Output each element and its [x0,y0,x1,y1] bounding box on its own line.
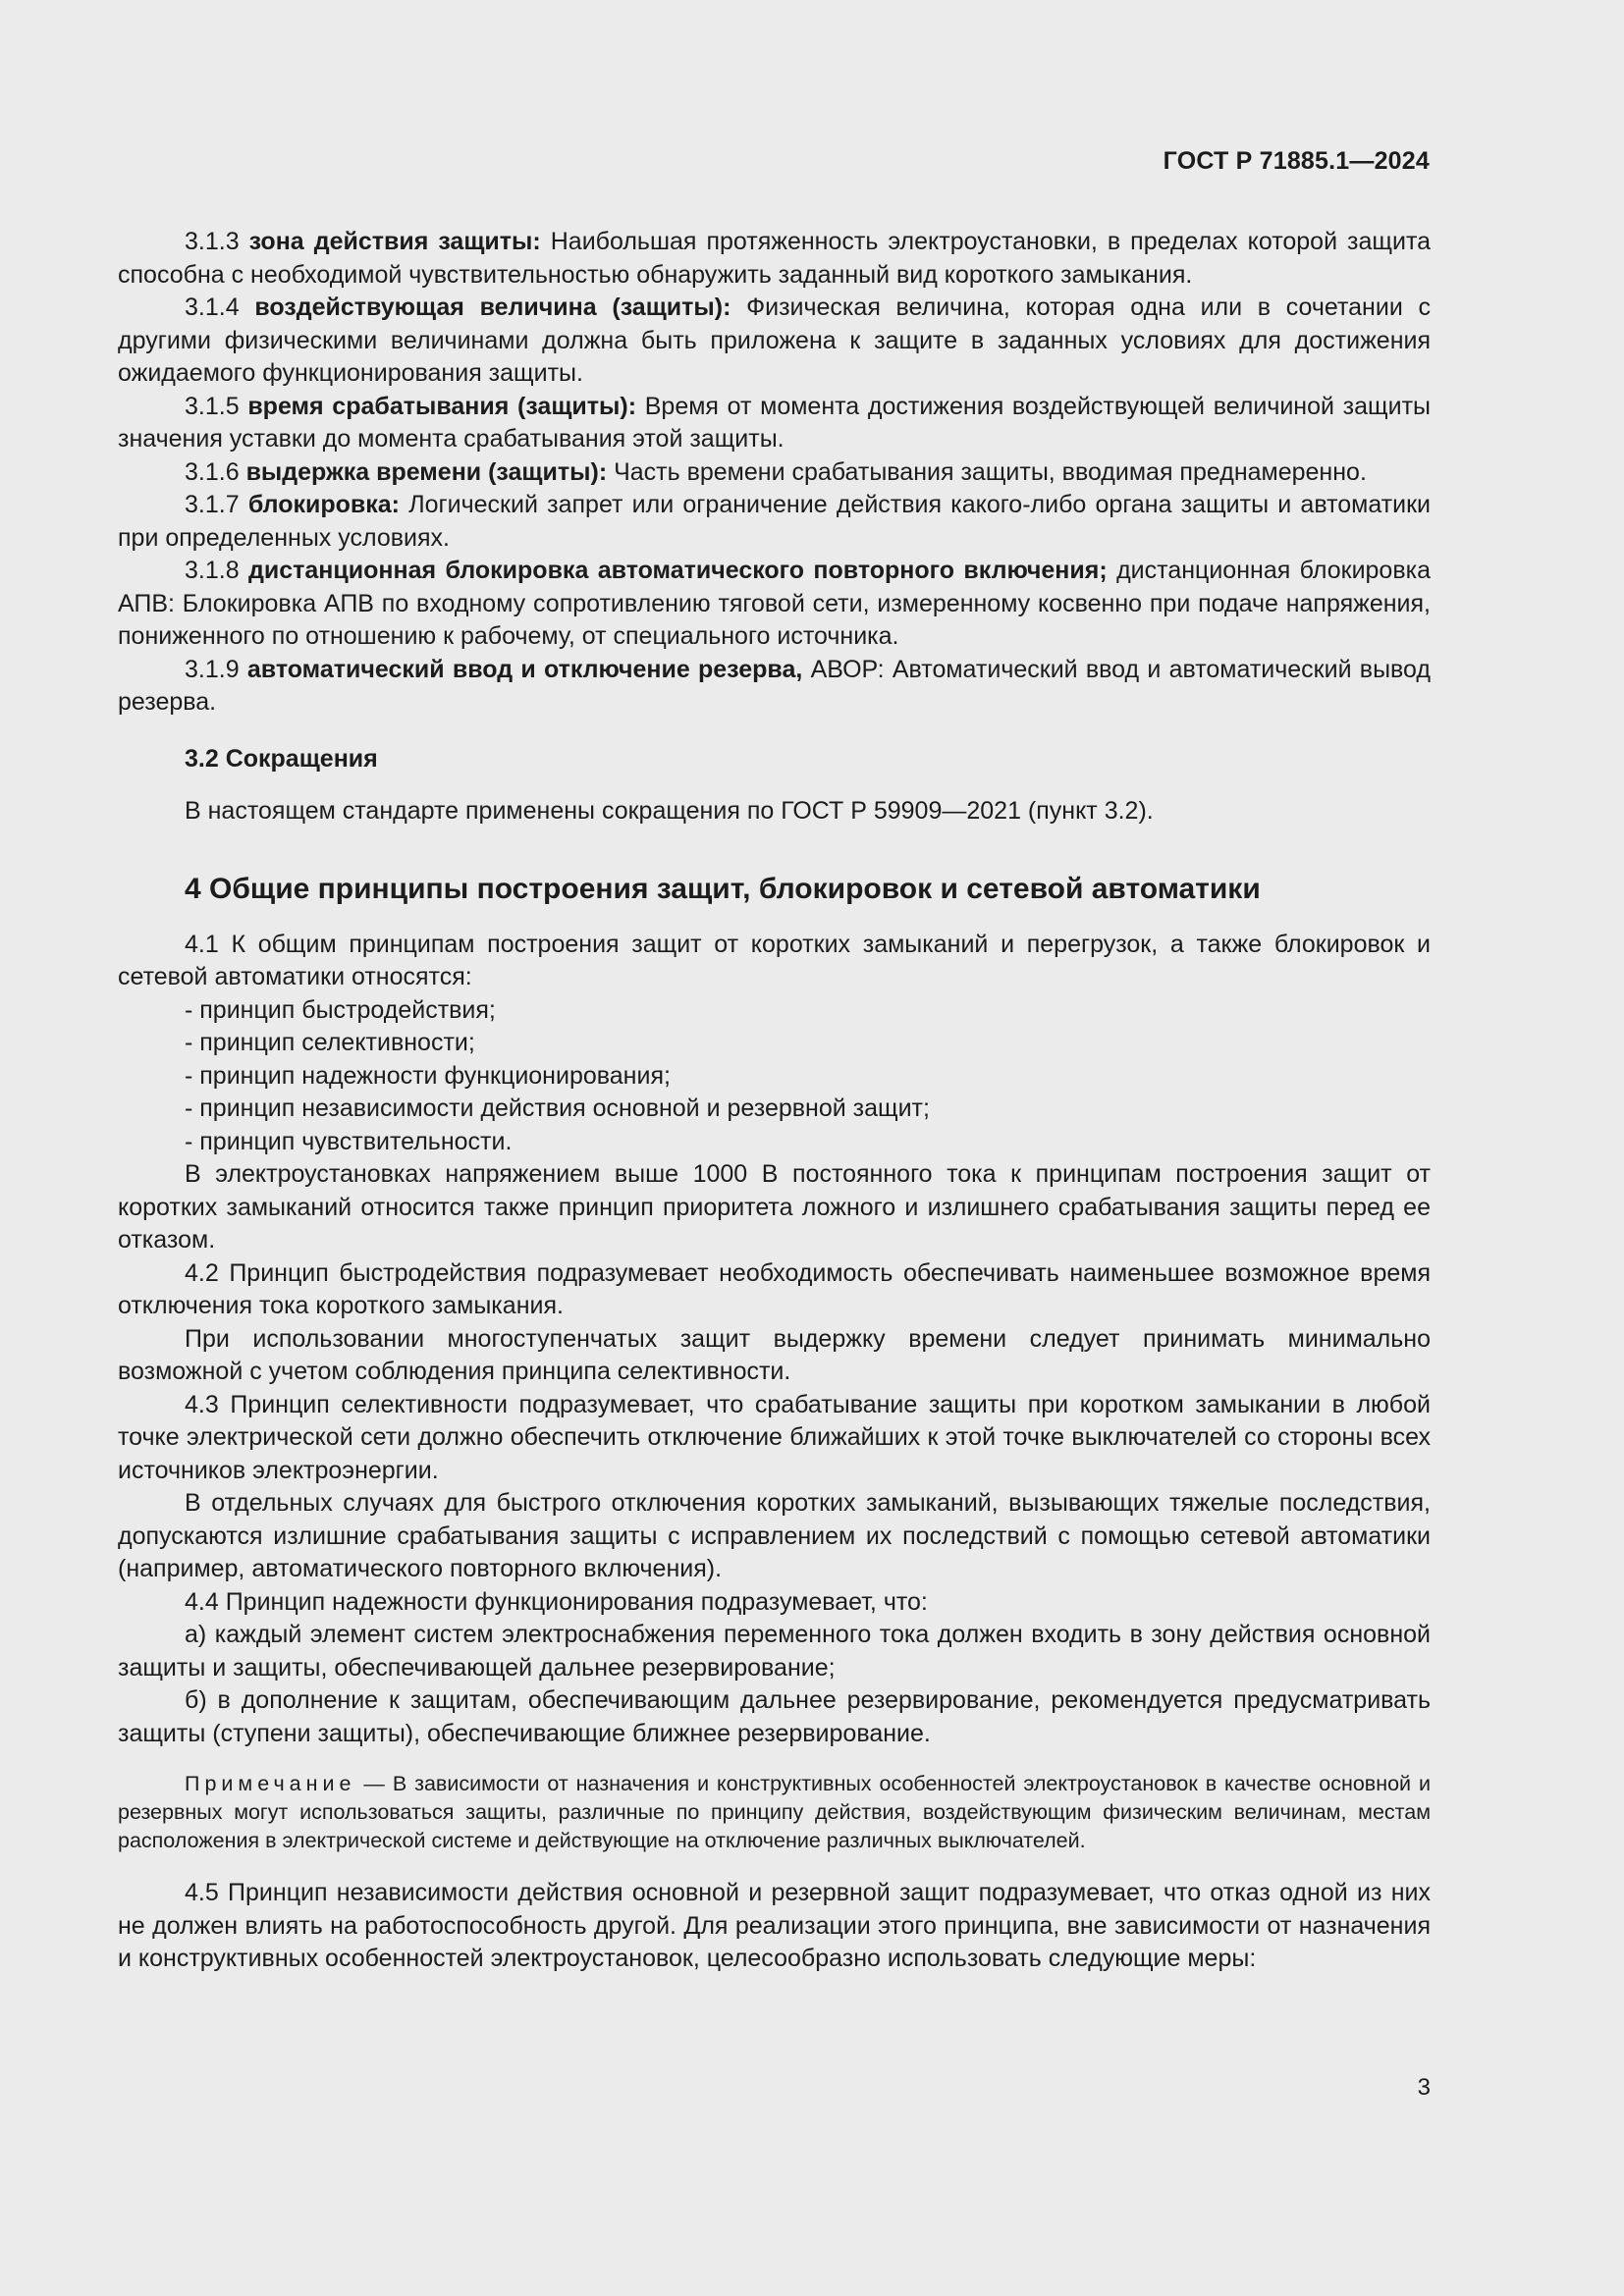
term-3-1-5: 3.1.5 время срабатывания (защиты): Время от момента достижения воздействующей величиной защиты значения уставки до момента срабатывания этой защиты. [118,392,1431,453]
paragraph-4-3-exceptions: В отдельных случаях для быстрого отключения коротких замыканий, вызывающих тяжелые последствия, допускаются излишние срабатывания защиты с исправлением их последствий с помощью сетевой автоматики (например, автоматического повторного включения). [118,1489,1431,1582]
term-3-1-4: 3.1.4 воздействующая величина (защиты): Физическая величина, которая одна или в сочетании с другими физическими величинами должна быть приложена к защите в заданных условиях для достижения ожидаемого функционирования защиты. [118,294,1431,387]
section-4-heading: 4 Общие принципы построения защит, блокировок и сетевой автоматики [185,872,1261,905]
document-header: ГОСТ Р 71885.1—2024 [1163,147,1430,175]
note [118,1770,1431,1855]
term-3-1-8: 3.1.8 дистанционная блокировка автоматического повторного включения; дистанционная блокировка АПВ: Блокировка АПВ по входному сопротивлению тяговой сети, измеренному косвенно при подаче напряжения, пониженного по отношению к рабочему, от специального источника. [118,557,1432,650]
paragraph-4-2-multistage: При использовании многоступенчатых защит выдержку времени следует принимать минимально возможной с учетом соблюдения принципа селективности. [118,1324,1431,1385]
list-item: - принцип чувствительности. [185,1127,513,1155]
document-body [118,226,1431,1976]
list-item: - принцип быстродействия; [185,995,496,1024]
paragraph-4-2: 4.2 Принцип быстродействия подразумевает необходимость обеспечивать наименьшее возможное время отключения тока короткого замыкания. [118,1258,1431,1319]
paragraph-4-3: 4.3 Принцип селективности подразумевает, что срабатывание защиты при коротком замыкании в любой точке электрической сети должно обеспечить отключение ближайших к этой точке выключателей со стороны всех источников электроэнергии. [118,1390,1431,1484]
principles-list [118,994,1431,1159]
term-3-1-9: 3.1.9 автоматический ввод и отключение резерва, АВОР: Автоматический ввод и автоматический вывод резерва. [118,655,1431,716]
note-label: Примечание [185,1772,356,1795]
section-3-2-text: В настоящем стандарте применены сокращения по ГОСТ Р 59909—2021 (пункт 3.2). [185,797,1154,825]
paragraph-4-4-b: б) в дополнение к защитам, обеспечивающим дальнее резервирование, рекомендуется предусматривать защиты (ступени защиты), обеспечивающие ближнее резервирование. [118,1686,1431,1747]
paragraph-4-4: 4.4 Принцип надежности функционирования подразумевает, что: [185,1587,928,1616]
paragraph-4-1: 4.1 К общим принципам построения защит от коротких замыканий и перегрузок, а также блокировок и сетевой автоматики относятся: [118,930,1431,990]
paragraph-4-4-a: а) каждый элемент систем электроснабжения переменного тока должен входить в зону действия основной защиты и защиты, обеспечивающей дальнее резервирование; [118,1621,1431,1682]
list-item: - принцип независимости действия основной и резервной защит; [185,1095,930,1122]
note-text: — В зависимости от назначения и конструктивных особенностей электроустановок в качестве основной и резервных могут использоваться защиты, различные по принципу действия, воздействующим физическим величинам, местам расположения в электрической системе и действующие на отключение различных выключателей. [118,1772,1431,1852]
term-3-1-3: 3.1.3 зона действия защиты: Наибольшая протяженность электроустановки, в пределах которой защита способна с необходимой чувствительностью обнаружить заданный вид короткого замыкания. [118,228,1432,289]
page-number: 3 [1417,2074,1431,2101]
list-item: - принцип селективности; [185,1029,475,1056]
paragraph-4-5: 4.5 Принцип независимости действия основной и резервной защит подразумевает, что отказ одной из них не должен влиять на работоспособность другой. Для реализации этого принципа, вне зависимости от назначения и конструктивных особенностей электроустановок, целесообразно использовать следующие меры: [118,1879,1431,1972]
section-3-2-heading: 3.2 Сокращения [185,744,378,773]
term-3-1-6: 3.1.6 выдержка времени (защиты): Часть времени срабатывания защиты, вводимая преднамеренно. [185,457,1367,486]
list-item: - принцип надежности функционирования; [185,1061,671,1090]
term-3-1-7: 3.1.7 блокировка: Логический запрет или ограничение действия какого-либо органа защиты и автоматики при определенных условиях. [118,491,1431,552]
paragraph-4-1-dc: В электроустановках напряжением выше 1000 В постоянного тока к принципам построения защит от коротких замыканий относится также принцип приоритета ложного и излишнего срабатывания защиты перед ее отказом. [118,1160,1431,1254]
